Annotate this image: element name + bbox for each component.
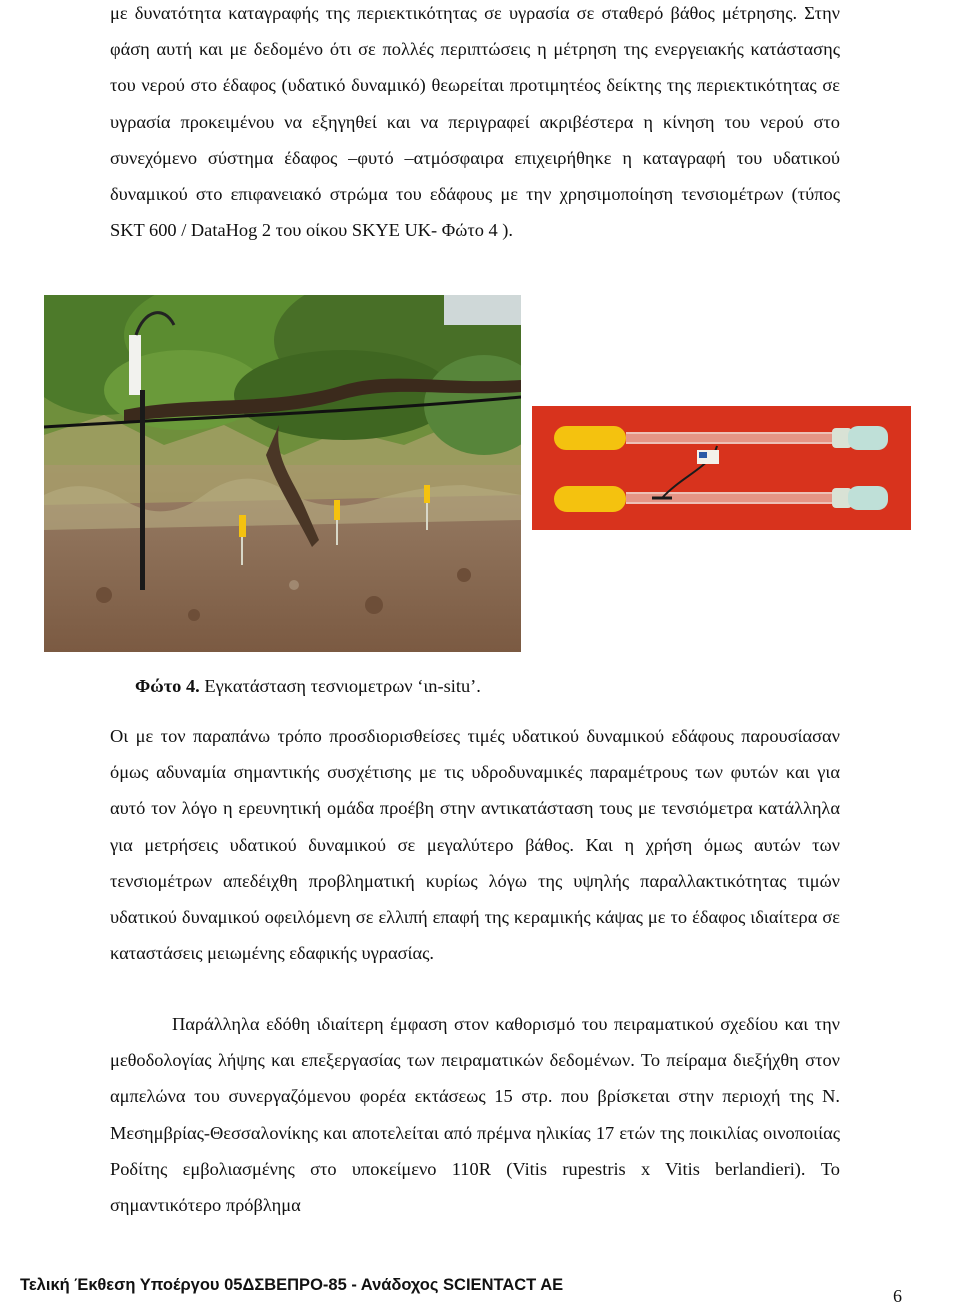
body-paragraph-3: Παράλληλα εδόθη ιδιαίτερη έμφαση στον καθορισμό του πειραματικού σχεδίου και την μεθοδολογίας λήψης και επεξεργασίας των πειραματικών δεδομένων. Το πείραμα διεξήχθη στον αμπελώνα του συνεργαζόμενου φορέα εκτάσεως 15 στρ. που βρίσκεται στην περιοχή της Ν. Μεσημβρίας-Θεσσαλονίκης και αποτελείται από πρέμνα ηλικίας 17 ετών της ποικιλίας οινοποιίας Ροδίτης εμβολιασμένης στο υποκείμενο 110R (Vitis rupestris x Vitis berlandieri). Το σημαντικότερο πρόβλημα <box>110 1014 840 1216</box>
tensiometer-product-photo <box>532 406 911 530</box>
body-paragraph-2: Οι με τον παραπάνω τρόπο προσδιορισθείσες τιμές υδατικού δυναμικού εδάφους παρουσίασαν όμως αδυναμία σημαντικής συσχέτισης με τις υδροδυναμικές παραμέτρους των φυτών και για αυτό τον λόγο η ερευνητική ομάδα προέβη στην αντικατάσταση τους με τενσιόμετρα κατάλληλα για μετρήσεις υδατικού δυναμικού σε μεγαλύτερο βάθος. Και η χρήση όμως αυτών των τενσιομέτρων απεδέιχθη προβληματική κυρίως λόγω της υψηλής παραλλακτικότητας τιμών υδατικού δυναμικού οφειλόμενη σε ελλιπή επαφή της κεραμικής κάψας με το έδαφος ιδιαίτερα σε καταστάσεις μειωμένης εδαφικής υγρασίας. <box>110 726 840 964</box>
page-number: 6 <box>893 1286 902 1306</box>
figure-caption-label: Φώτο 4. <box>135 676 200 696</box>
vineyard-photo-graphic <box>44 295 521 652</box>
vineyard-tensiometer-photo <box>44 295 521 652</box>
report-footer: Τελική Έκθεση Υποέργου 05ΔΣΒΕΠΡΟ-85 - Ανάδοχος SCIENTACT AE <box>20 1276 564 1294</box>
figure-caption-text: Εγκατάσταση τεσνιομετρων ‘ιn-situ’. <box>204 676 481 696</box>
tensiometer-photo-graphic <box>532 406 911 530</box>
figure-caption <box>135 672 481 700</box>
body-paragraph-1: με δυνατότητα καταγραφής της περιεκτικότητας σε υγρασία σε σταθερό βάθος μέτρησης. Στην φάση αυτή και με δεδομένο ότι σε πολλές περιπτώσεις η μέτρηση της ενεργειακής κατάστασης του νερού στο έδαφος (υδατικό δυναμικό) θεωρείται προτιμητέος δείκτης της περιεκτικότητας σε υγρασία προκειμένου να εξηγηθεί και να περιγραφεί ακριβέστερα η κίνηση του νερού στο συνεχόμενο σύστημα έδαφος –φυτό –ατμόσφαιρα επιχειρήθηκε η καταγραφή του υδατικού δυναμικού στο επιφανειακό στρώμα του εδάφους με την χρησιμοποίηση τενσιομέτρων (τύπος SKT 600 / DataHog 2 του οίκου SKYE UK- Φώτο 4 ). <box>110 3 840 241</box>
